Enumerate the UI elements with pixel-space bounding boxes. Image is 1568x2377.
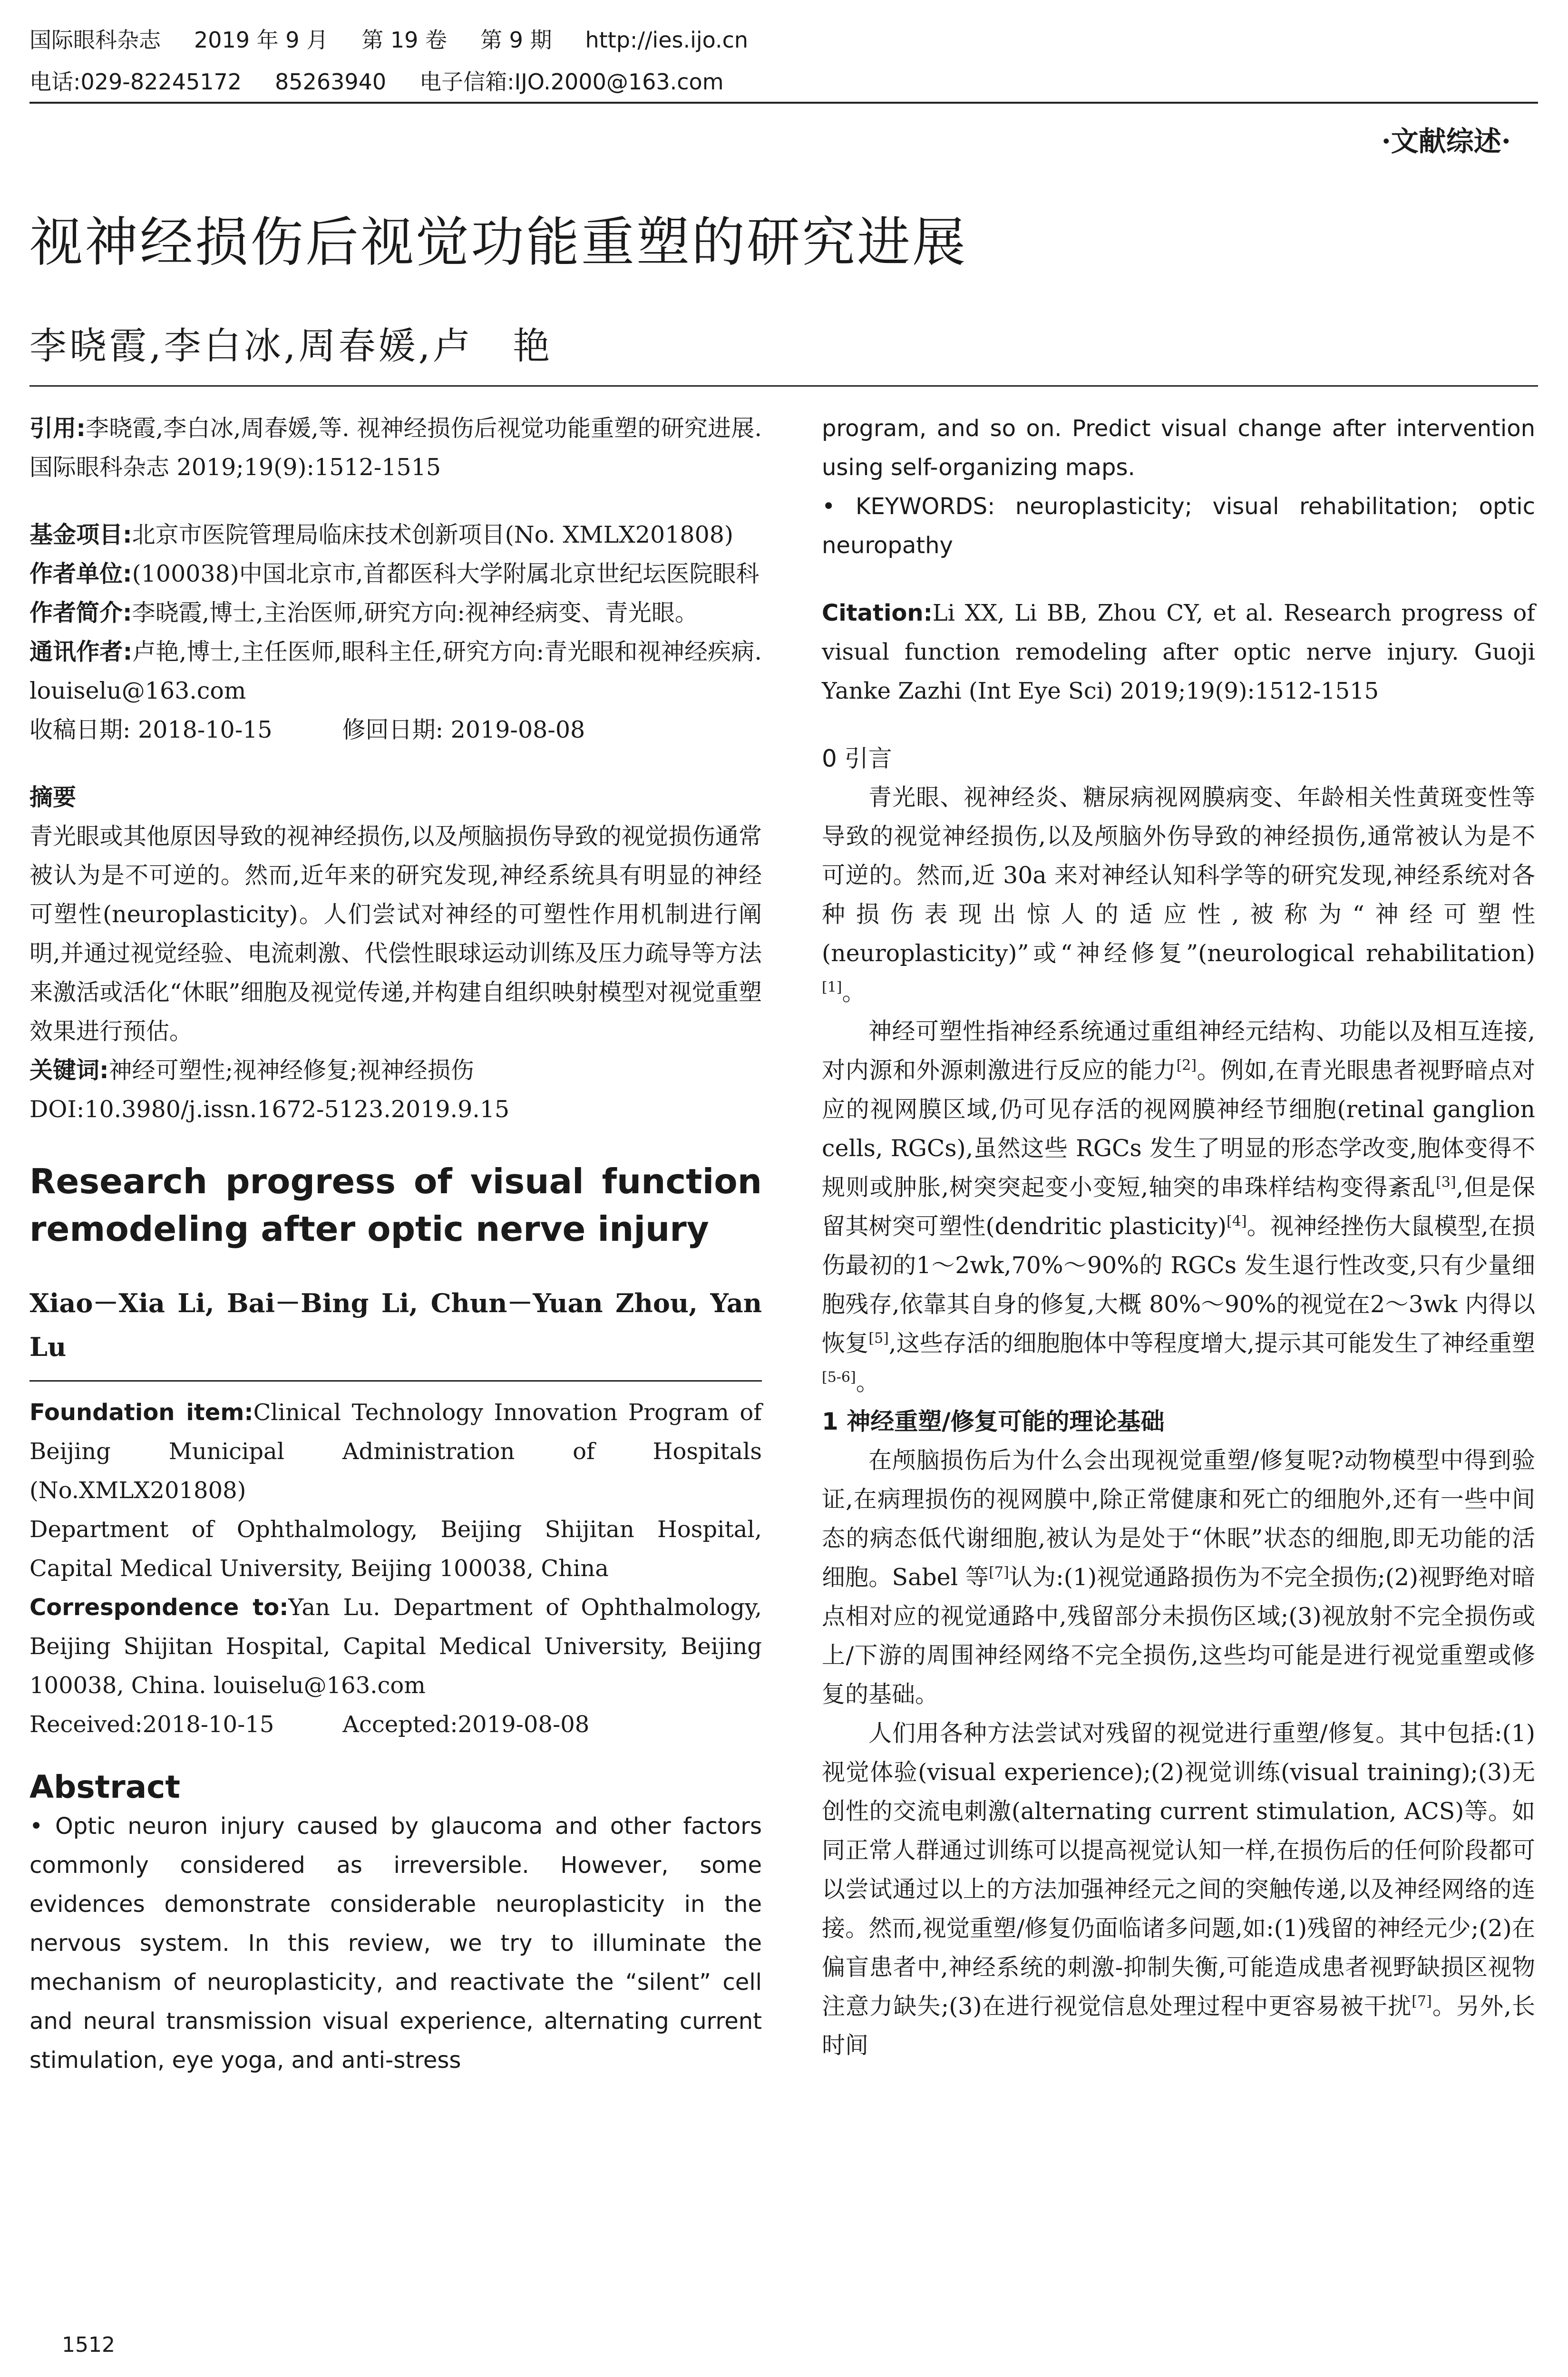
abstract-en-continued: program, and so on. Predict visual change after intervention using self-organizing maps. [822, 415, 1535, 481]
phone: 电话:029-82245172 [29, 69, 242, 95]
abstract-en: • Optic neuron injury caused by glaucoma and other factors commonly considered as irreversible. However, some evidences demonstrate considerable neuroplasticity in the nervous system. In this review, we try to illuminate the mechanism of neuroplasticity, and reactivate the “silent” cell and neural transmission visual experience, alternating current stimulation, eye yoga, and anti-stress [29, 1813, 762, 2074]
section-1-heading: 1 神经重塑/修复可能的理论基础 [822, 1408, 1165, 1435]
header-rule [29, 102, 1538, 104]
paragraph-2: 神经可塑性指神经系统通过重组神经元结构、功能以及相互连接,对内源和外源刺激进行反应的能力[2]。例如,在青光眼患者视野暗点对应的视网膜区域,仍可见存活的视网膜神经节细胞(retinal ganglion cells, RGCs),虽然这些 RGCs 发生了明显的形态学改变,胞体变得不规则或肿胀,树突突起变小变短,轴突的串珠样结构变得紊乱[3],但是保留其树突可塑性(dendritic plasticity)[4]。视神经挫伤大鼠模型,在损伤最初的1～2wk,70%～90%的 RGCs 发生退行性改变,只有少量细胞残存,依靠其自身的修复,大概 80%～90%的视觉在2～3wk 内得以恢复[5],这些存活的细胞胞体中等程度增大,提示其可能发生了神经重塑[5-6]。 [822, 1018, 1535, 1396]
keywords-cn: 关键词:神经可塑性;视神经修复;视神经损伤 [29, 1057, 474, 1084]
citation-en: Citation:Li XX, Li BB, Zhou CY, et al. Research progress of visual function remodeling after optic nerve injury. Guoji Yanke Zazhi (Int Eye Sci) 2019;19(9):1512-1515 [822, 600, 1535, 704]
correspondence-en: Correspondence to:Yan Lu. Department of Ophthalmology, Beijing Shijitan Hospital, Capital Medical University, Beijing 100038, China. louiselu@163.com [29, 1594, 762, 1699]
section-tag: ·文献综述· [1381, 125, 1511, 157]
journal-header-line-1 [29, 25, 781, 55]
abstract-cn: 青光眼或其他原因导致的视神经损伤,以及颅脑损伤导致的视觉损伤通常被认为是不可逆的。然而,近年来的研究发现,神经系统具有明显的神经可塑性(neuroplasticity)。人们尝试对神经的可塑性作用机制进行阐明,并通过视觉经验、电流刺激、代偿性眼球运动训练及压力疏导等方法来激活或活化“休眠”细胞及视觉传递,并构建自组织映射模型对视觉重塑效果进行预估。 [29, 823, 762, 1045]
foundation-item: Foundation item:Clinical Technology Innovation Program of Beijing Municipal Administration of Hospitals (No.XMLX201808) [29, 1399, 762, 1504]
phone-2: 85263940 [275, 69, 387, 95]
received-dates-cn: 收稿日期: 2018-10-15 修回日期: 2019-08-08 [29, 716, 585, 743]
right-column [822, 409, 1535, 2065]
abstract-en-heading: Abstract [29, 1769, 180, 1805]
author-bio: 作者简介:李晓霞,博士,主治医师,研究方向:视神经病变、青光眼。 [29, 599, 698, 626]
title-rule [29, 385, 1538, 387]
paragraph-3: 在颅脑损伤后为什么会出现视觉重塑/修复呢?动物模型中得到验证,在病理损伤的视网膜中,除正常健康和死亡的细胞外,还有一些中间态的病态低代谢细胞,被认为是处于“休眠”状态的细胞,即无功能的活细胞。Sabel 等[7]认为:(1)视觉通路损伤为不完全损伤;(2)视野绝对暗点相对应的视觉通路中,残留部分未损伤区域;(3)视放射不完全损伤或上/下游的周围神经网络不完全损伤,这些均可能是进行视觉重塑或修复的基础。 [822, 1447, 1535, 1708]
english-title: Research progress of visual function remodeling after optic nerve injury [29, 1161, 762, 1249]
issue-date: 2019 年 9 月 [194, 27, 329, 53]
abstract-cn-heading: 摘要 [29, 784, 77, 811]
keywords-en: • KEYWORDS: neuroplasticity; visual rehabilitation; optic neuropathy [822, 493, 1535, 559]
english-authors: Xiao－Xia Li, Bai－Bing Li, Chun－Yuan Zhou, Yan Lu [29, 1288, 762, 1362]
fund-item: 基金项目:北京市医院管理局临床技术创新项目(No. XMLX201808) [29, 521, 734, 548]
article-title: 视神经损伤后视觉功能重塑的研究进展 [29, 212, 967, 273]
corresponding-author: 通讯作者:卢艳,博士,主任医师,眼科主任,研究方向:青光眼和视神经疾病. louiselu@163.com [29, 638, 762, 704]
department: Department of Ophthalmology, Beijing Shijitan Hospital, Capital Medical University, Beijing 100038, China [29, 1516, 762, 1582]
issue: 第 9 期 [480, 27, 552, 53]
volume: 第 19 卷 [361, 27, 447, 53]
email[interactable]: 电子信箱:IJO.2000@163.com [419, 69, 724, 95]
intro-heading: 0 引言 [822, 745, 892, 772]
paragraph-4: 人们用各种方法尝试对残留的视觉进行重塑/修复。其中包括:(1)视觉体验(visual experience);(2)视觉训练(visual training);(3)无创性的交流电刺激(alternating current stimulation, ACS)等。如同正常人群通过训练可以提高视觉认知一样,在损伤后的任何阶段都可以尝试通过以上的方法加强神经元之间的突触传递,以及神经网络的连接。然而,视觉重塑/修复仍面临诸多问题,如:(1)残留的神经元少;(2)在偏盲患者中,神经系统的刺激-抑制失衡,可能造成患者视野缺损区视物注意力缺失;(3)在进行视觉信息处理过程中更容易被干扰[7]。另外,长时间 [822, 1720, 1535, 2059]
citation-cn: 引用:李晓霞,李白冰,周春媛,等. 视神经损伤后视觉功能重塑的研究进展.国际眼科杂志 2019;19(9):1512-1515 [29, 415, 762, 481]
journal-header-line-2 [29, 67, 757, 97]
doi[interactable]: DOI:10.3980/j.issn.1672-5123.2019.9.15 [29, 1096, 510, 1123]
author-unit: 作者单位:(100038)中国北京市,首都医科大学附属北京世纪坛医院眼科 [29, 560, 760, 587]
page-number: 1512 [62, 2333, 115, 2357]
journal-url[interactable]: http://ies.ijo.cn [585, 27, 749, 53]
left-column [29, 409, 762, 2080]
en-author-rule [29, 1369, 762, 1382]
paragraph-1: 青光眼、视神经炎、糖尿病视网膜病变、年龄相关性黄斑变性等导致的视觉神经损伤,以及颅脑外伤导致的神经损伤,通常被认为是不可逆的。然而,近 30a 来对神经认知科学等的研究发现,神经系统对各种损伤表现出惊人的适应性,被称为“神经可塑性(neuroplasticity)”或“神经修复”(neurological rehabilitation)[1]。 [822, 784, 1535, 1006]
article-authors: 李晓霞,李白冰,周春媛,卢 艳 [29, 325, 553, 368]
journal-name: 国际眼科杂志 [29, 27, 161, 53]
received-en: Received:2018-10-15 Accepted:2019-08-08 [29, 1711, 590, 1738]
